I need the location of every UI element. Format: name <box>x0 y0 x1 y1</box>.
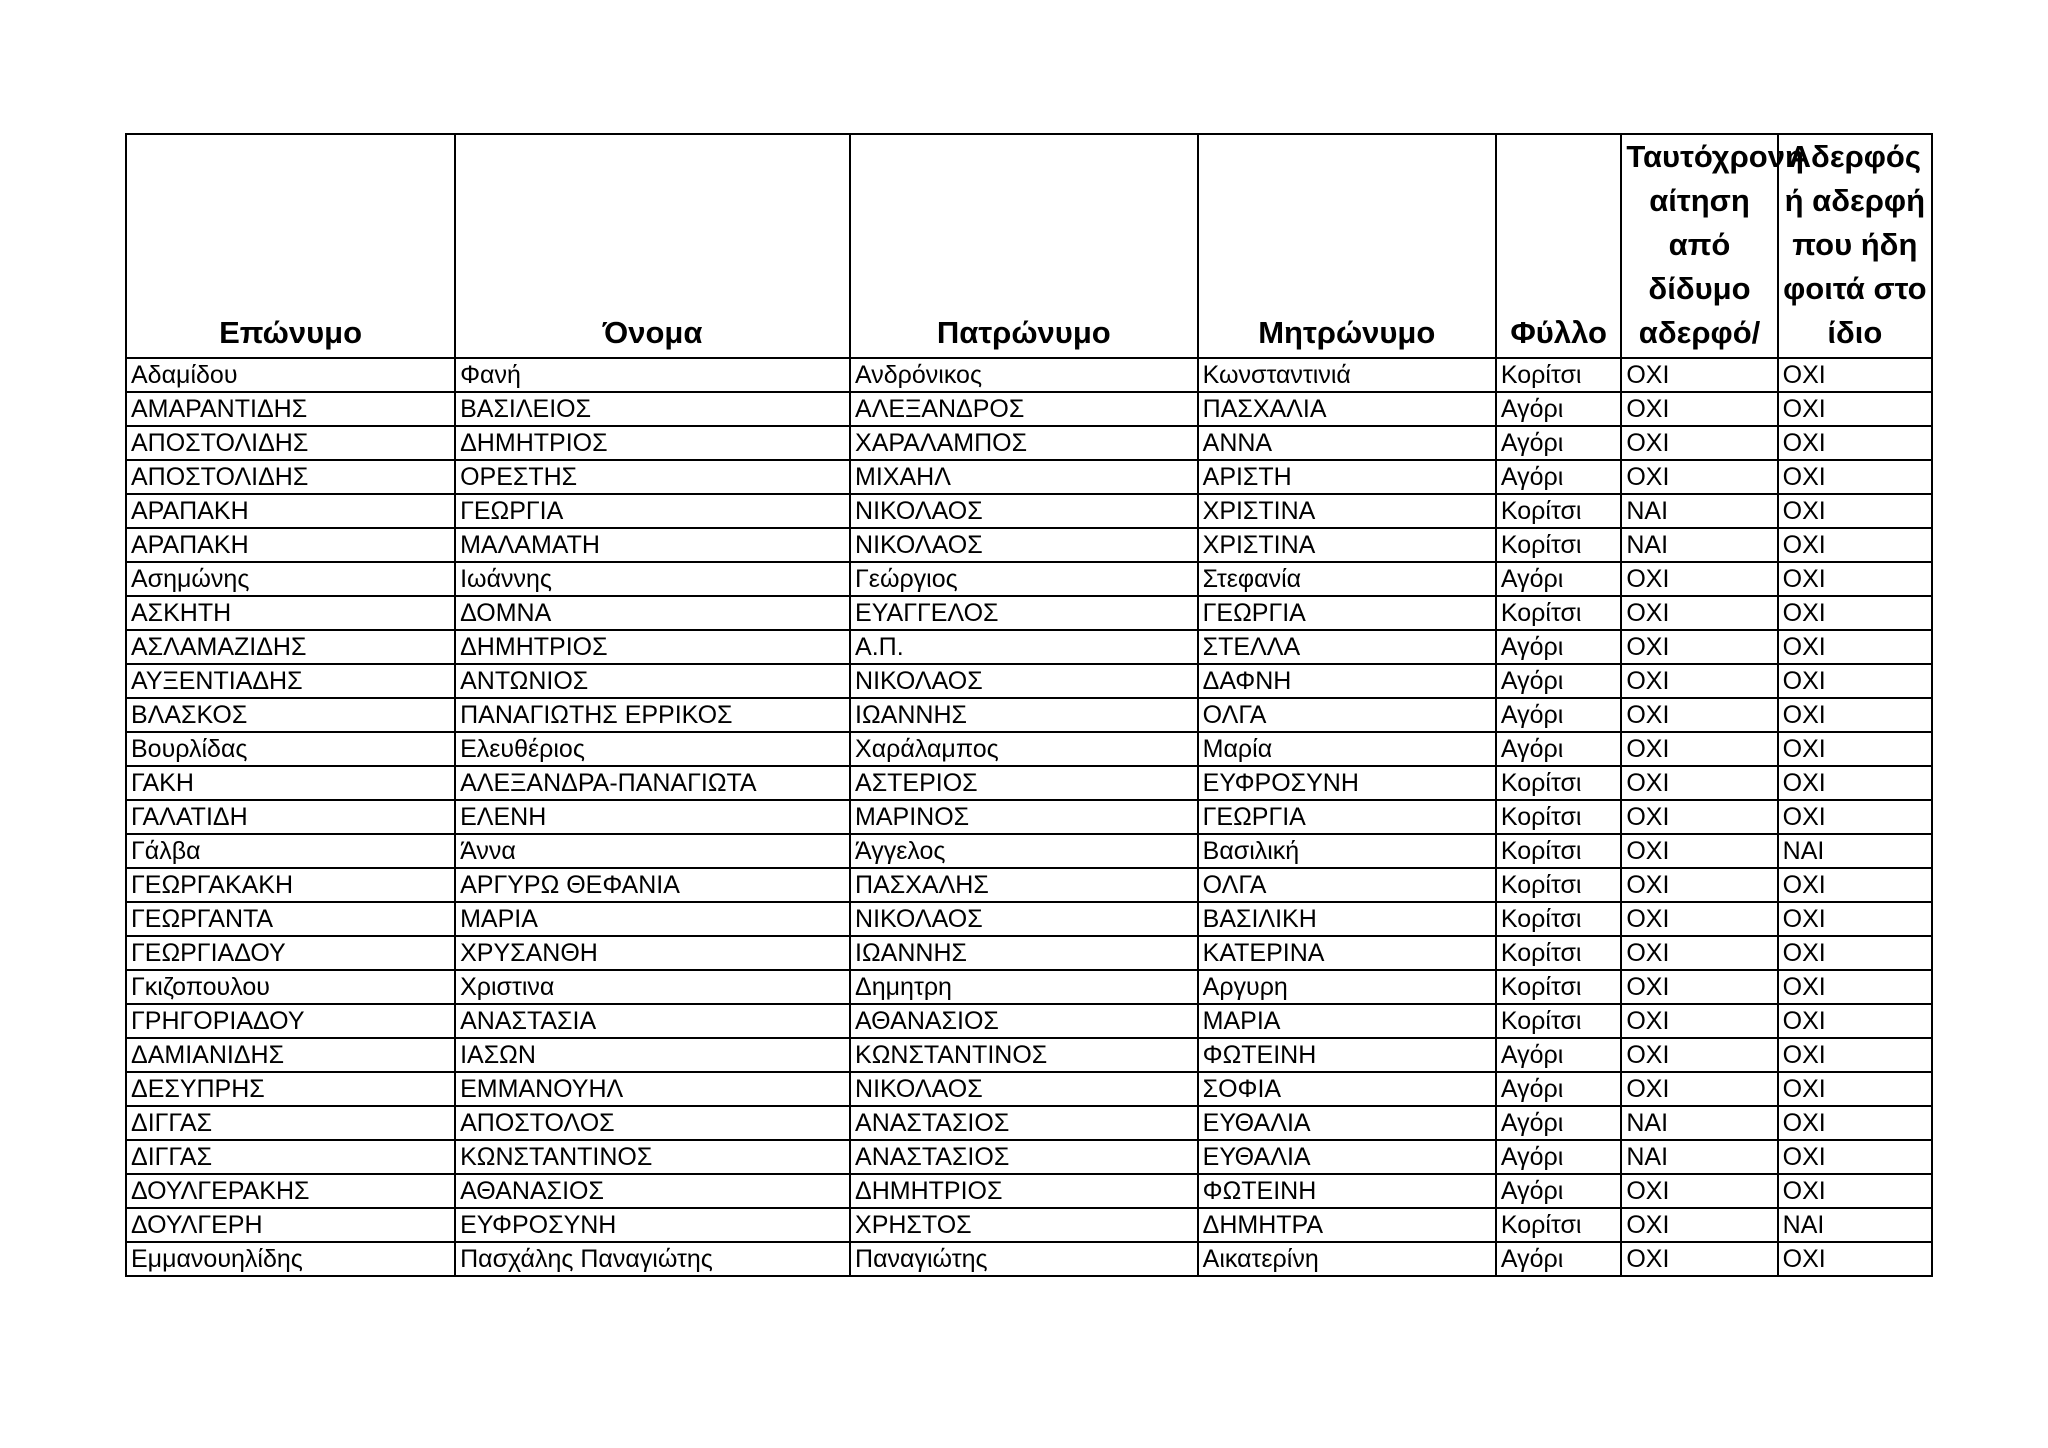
table-row <box>126 596 1932 630</box>
cell-gender: Κορίτσι <box>1496 936 1621 970</box>
cell-sibling-attending: ΟΧΙ <box>1778 936 1932 970</box>
table-row <box>126 358 1932 392</box>
table-row <box>126 1140 1932 1174</box>
table-row <box>126 392 1932 426</box>
cell-twin-application: ΟΧΙ <box>1621 970 1777 1004</box>
cell-father-name: ΜΑΡΙΝΟΣ <box>850 800 1198 834</box>
cell-twin-application: ΟΧΙ <box>1621 460 1777 494</box>
cell-sibling-attending: ΟΧΙ <box>1778 630 1932 664</box>
cell-gender: Αγόρι <box>1496 1242 1621 1276</box>
cell-mother-name: ΜΑΡΙΑ <box>1198 1004 1496 1038</box>
cell-gender: Αγόρι <box>1496 1174 1621 1208</box>
cell-father-name: ΕΥΑΓΓΕΛΟΣ <box>850 596 1198 630</box>
header-gender: Φύλλο <box>1496 134 1621 358</box>
cell-surname: ΓΕΩΡΓΑΚΑΚΗ <box>126 868 455 902</box>
cell-father-name: ΝΙΚΟΛΑΟΣ <box>850 1072 1198 1106</box>
cell-surname: ΔΑΜΙΑΝΙΔΗΣ <box>126 1038 455 1072</box>
cell-mother-name: ΟΛΓΑ <box>1198 868 1496 902</box>
cell-father-name: ΑΝΑΣΤΑΣΙΟΣ <box>850 1140 1198 1174</box>
cell-mother-name: Βασιλική <box>1198 834 1496 868</box>
cell-mother-name: Μαρία <box>1198 732 1496 766</box>
cell-mother-name: ΚΑΤΕΡΙΝΑ <box>1198 936 1496 970</box>
header-row <box>126 134 1932 358</box>
cell-sibling-attending: ΟΧΙ <box>1778 698 1932 732</box>
cell-surname: Αδαμίδου <box>126 358 455 392</box>
cell-mother-name: ΕΥΘΑΛΙΑ <box>1198 1140 1496 1174</box>
cell-mother-name: ΒΑΣΙΛΙΚΗ <box>1198 902 1496 936</box>
table-row <box>126 698 1932 732</box>
cell-father-name: ΔΗΜΗΤΡΙΟΣ <box>850 1174 1198 1208</box>
cell-mother-name: Κωνσταντινιά <box>1198 358 1496 392</box>
cell-mother-name: Αικατερίνη <box>1198 1242 1496 1276</box>
cell-gender: Κορίτσι <box>1496 902 1621 936</box>
table-body <box>126 358 1932 1276</box>
cell-gender: Αγόρι <box>1496 426 1621 460</box>
cell-surname: Γκιζοπουλου <box>126 970 455 1004</box>
cell-first-name: ΚΩΝΣΤΑΝΤΙΝΟΣ <box>455 1140 850 1174</box>
cell-twin-application: ΟΧΙ <box>1621 936 1777 970</box>
cell-sibling-attending: ΟΧΙ <box>1778 1072 1932 1106</box>
cell-first-name: ΑΡΓΥΡΩ ΘΕΦΑΝΙΑ <box>455 868 850 902</box>
cell-sibling-attending: ΟΧΙ <box>1778 800 1932 834</box>
cell-father-name: ΝΙΚΟΛΑΟΣ <box>850 494 1198 528</box>
header-twin-application: Ταυτόχρονη αίτηση από δίδυμο αδερφό/ <box>1621 134 1777 358</box>
cell-father-name: ΜΙΧΑΗΛ <box>850 460 1198 494</box>
cell-mother-name: ΑΝΝΑ <box>1198 426 1496 460</box>
cell-twin-application: ΟΧΙ <box>1621 834 1777 868</box>
cell-surname: ΓΕΩΡΓΑΝΤΑ <box>126 902 455 936</box>
cell-twin-application: ΟΧΙ <box>1621 358 1777 392</box>
cell-sibling-attending: ΟΧΙ <box>1778 1038 1932 1072</box>
cell-father-name: Παναγιώτης <box>850 1242 1198 1276</box>
cell-sibling-attending: ΟΧΙ <box>1778 902 1932 936</box>
cell-mother-name: ΠΑΣΧΑΛΙΑ <box>1198 392 1496 426</box>
cell-first-name: Πασχάλης Παναγιώτης <box>455 1242 850 1276</box>
cell-sibling-attending: ΟΧΙ <box>1778 970 1932 1004</box>
cell-surname: ΔΟΥΛΓΕΡΗ <box>126 1208 455 1242</box>
cell-gender: Αγόρι <box>1496 1140 1621 1174</box>
cell-surname: Βουρλίδας <box>126 732 455 766</box>
cell-gender: Αγόρι <box>1496 1106 1621 1140</box>
table-row <box>126 800 1932 834</box>
cell-surname: ΓΑΛΑΤΙΔΗ <box>126 800 455 834</box>
table-row <box>126 426 1932 460</box>
cell-mother-name: ΓΕΩΡΓΙΑ <box>1198 596 1496 630</box>
cell-twin-application: ΟΧΙ <box>1621 868 1777 902</box>
cell-sibling-attending: ΟΧΙ <box>1778 494 1932 528</box>
table-row <box>126 902 1932 936</box>
table-row <box>126 1072 1932 1106</box>
cell-gender: Κορίτσι <box>1496 596 1621 630</box>
cell-first-name: ΟΡΕΣΤΗΣ <box>455 460 850 494</box>
cell-twin-application: ΟΧΙ <box>1621 1208 1777 1242</box>
cell-father-name: ΑΣΤΕΡΙΟΣ <box>850 766 1198 800</box>
cell-gender: Αγόρι <box>1496 630 1621 664</box>
table-row <box>126 970 1932 1004</box>
cell-gender: Κορίτσι <box>1496 358 1621 392</box>
cell-sibling-attending: ΟΧΙ <box>1778 562 1932 596</box>
cell-first-name: ΧΡΥΣΑΝΘΗ <box>455 936 850 970</box>
cell-sibling-attending: ΟΧΙ <box>1778 868 1932 902</box>
cell-sibling-attending: ΟΧΙ <box>1778 460 1932 494</box>
cell-twin-application: ΟΧΙ <box>1621 1072 1777 1106</box>
cell-gender: Κορίτσι <box>1496 528 1621 562</box>
cell-gender: Αγόρι <box>1496 1072 1621 1106</box>
cell-first-name: ΒΑΣΙΛΕΙΟΣ <box>455 392 850 426</box>
cell-mother-name: ΔΑΦΝΗ <box>1198 664 1496 698</box>
cell-gender: Κορίτσι <box>1496 494 1621 528</box>
cell-twin-application: ΟΧΙ <box>1621 902 1777 936</box>
table-row <box>126 630 1932 664</box>
cell-sibling-attending: ΟΧΙ <box>1778 528 1932 562</box>
table-row <box>126 834 1932 868</box>
cell-surname: ΑΠΟΣΤΟΛΙΔΗΣ <box>126 426 455 460</box>
cell-mother-name: ΑΡΙΣΤΗ <box>1198 460 1496 494</box>
cell-father-name: ΑΛΕΞΑΝΔΡΟΣ <box>850 392 1198 426</box>
cell-surname: ΑΥΞΕΝΤΙΑΔΗΣ <box>126 664 455 698</box>
cell-father-name: ΑΘΑΝΑΣΙΟΣ <box>850 1004 1198 1038</box>
cell-first-name: ΔΗΜΗΤΡΙΟΣ <box>455 426 850 460</box>
cell-sibling-attending: ΟΧΙ <box>1778 766 1932 800</box>
table-row <box>126 1106 1932 1140</box>
cell-sibling-attending: ΝΑΙ <box>1778 1208 1932 1242</box>
header-surname: Επώνυμο <box>126 134 455 358</box>
cell-sibling-attending: ΟΧΙ <box>1778 392 1932 426</box>
cell-sibling-attending: ΟΧΙ <box>1778 1004 1932 1038</box>
cell-gender: Κορίτσι <box>1496 970 1621 1004</box>
cell-surname: ΔΙΓΓΑΣ <box>126 1140 455 1174</box>
cell-father-name: ΠΑΣΧΑΛΗΣ <box>850 868 1198 902</box>
cell-mother-name: ΣΤΕΛΛΑ <box>1198 630 1496 664</box>
table-row <box>126 528 1932 562</box>
cell-mother-name: Αργυρη <box>1198 970 1496 1004</box>
cell-surname: ΒΛΑΣΚΟΣ <box>126 698 455 732</box>
table-row <box>126 1174 1932 1208</box>
cell-gender: Αγόρι <box>1496 664 1621 698</box>
cell-surname: Ασημώνης <box>126 562 455 596</box>
table-row <box>126 1208 1932 1242</box>
cell-surname: Εμμανουηλίδης <box>126 1242 455 1276</box>
cell-father-name: ΝΙΚΟΛΑΟΣ <box>850 664 1198 698</box>
cell-twin-application: ΟΧΙ <box>1621 392 1777 426</box>
cell-first-name: ΔΗΜΗΤΡΙΟΣ <box>455 630 850 664</box>
cell-mother-name: ΟΛΓΑ <box>1198 698 1496 732</box>
table-row <box>126 1242 1932 1276</box>
table-row <box>126 732 1932 766</box>
cell-first-name: ΜΑΡΙΑ <box>455 902 850 936</box>
cell-first-name: ΠΑΝΑΓΙΩΤΗΣ ΕΡΡΙΚΟΣ <box>455 698 850 732</box>
cell-sibling-attending: ΟΧΙ <box>1778 732 1932 766</box>
cell-first-name: Άννα <box>455 834 850 868</box>
cell-mother-name: ΣΟΦΙΑ <box>1198 1072 1496 1106</box>
cell-gender: Αγόρι <box>1496 392 1621 426</box>
table-row <box>126 460 1932 494</box>
cell-first-name: ΑΝΑΣΤΑΣΙΑ <box>455 1004 850 1038</box>
cell-father-name: ΙΩΑΝΝΗΣ <box>850 698 1198 732</box>
cell-twin-application: ΟΧΙ <box>1621 732 1777 766</box>
cell-father-name: ΝΙΚΟΛΑΟΣ <box>850 528 1198 562</box>
cell-mother-name: ΦΩΤΕΙΝΗ <box>1198 1038 1496 1072</box>
cell-sibling-attending: ΟΧΙ <box>1778 1140 1932 1174</box>
cell-first-name: ΓΕΩΡΓΙΑ <box>455 494 850 528</box>
cell-gender: Κορίτσι <box>1496 834 1621 868</box>
table-row <box>126 766 1932 800</box>
cell-surname: ΑΣΚΗΤΗ <box>126 596 455 630</box>
table-row <box>126 664 1932 698</box>
cell-first-name: ΑΛΕΞΑΝΔΡΑ-ΠΑΝΑΓΙΩΤΑ <box>455 766 850 800</box>
table-row <box>126 562 1932 596</box>
cell-first-name: ΑΝΤΩΝΙΟΣ <box>455 664 850 698</box>
cell-surname: ΔΕΣΥΠΡΗΣ <box>126 1072 455 1106</box>
cell-gender: Αγόρι <box>1496 562 1621 596</box>
cell-twin-application: ΟΧΙ <box>1621 1242 1777 1276</box>
cell-mother-name: ΕΥΘΑΛΙΑ <box>1198 1106 1496 1140</box>
table-row <box>126 868 1932 902</box>
cell-first-name: ΑΠΟΣΤΟΛΟΣ <box>455 1106 850 1140</box>
cell-gender: Κορίτσι <box>1496 800 1621 834</box>
cell-surname: ΑΡΑΠΑΚΗ <box>126 494 455 528</box>
table-row <box>126 936 1932 970</box>
cell-mother-name: Στεφανία <box>1198 562 1496 596</box>
cell-gender: Αγόρι <box>1496 1038 1621 1072</box>
cell-surname: ΔΙΓΓΑΣ <box>126 1106 455 1140</box>
header-father-name: Πατρώνυμο <box>850 134 1198 358</box>
cell-twin-application: ΟΧΙ <box>1621 664 1777 698</box>
cell-father-name: ΙΩΑΝΝΗΣ <box>850 936 1198 970</box>
cell-surname: ΓΡΗΓΟΡΙΑΔΟΥ <box>126 1004 455 1038</box>
cell-mother-name: ΧΡΙΣΤΙΝΑ <box>1198 494 1496 528</box>
cell-first-name: Φανή <box>455 358 850 392</box>
cell-sibling-attending: ΟΧΙ <box>1778 1174 1932 1208</box>
cell-first-name: ΕΥΦΡΟΣΥΝΗ <box>455 1208 850 1242</box>
cell-twin-application: ΝΑΙ <box>1621 528 1777 562</box>
cell-gender: Αγόρι <box>1496 460 1621 494</box>
cell-first-name: ΕΛΕΝΗ <box>455 800 850 834</box>
cell-father-name: ΑΝΑΣΤΑΣΙΟΣ <box>850 1106 1198 1140</box>
cell-father-name: ΧΡΗΣΤΟΣ <box>850 1208 1198 1242</box>
cell-surname: ΑΣΛΑΜΑΖΙΔΗΣ <box>126 630 455 664</box>
cell-first-name: ΙΑΣΩΝ <box>455 1038 850 1072</box>
cell-gender: Αγόρι <box>1496 732 1621 766</box>
cell-twin-application: ΟΧΙ <box>1621 596 1777 630</box>
cell-surname: ΓΑΚΗ <box>126 766 455 800</box>
cell-first-name: ΔΟΜΝΑ <box>455 596 850 630</box>
student-table <box>125 133 1933 1277</box>
cell-surname: ΑΜΑΡΑΝΤΙΔΗΣ <box>126 392 455 426</box>
cell-father-name: Ανδρόνικος <box>850 358 1198 392</box>
table-row <box>126 1004 1932 1038</box>
cell-twin-application: ΟΧΙ <box>1621 800 1777 834</box>
header-sibling-attending: Αδερφός ή αδερφή που ήδη φοιτά στο ίδιο <box>1778 134 1932 358</box>
cell-father-name: Α.Π. <box>850 630 1198 664</box>
cell-first-name: ΑΘΑΝΑΣΙΟΣ <box>455 1174 850 1208</box>
cell-gender: Αγόρι <box>1496 698 1621 732</box>
cell-surname: ΑΠΟΣΤΟΛΙΔΗΣ <box>126 460 455 494</box>
cell-father-name: Γεώργιος <box>850 562 1198 596</box>
cell-surname: ΑΡΑΠΑΚΗ <box>126 528 455 562</box>
cell-first-name: Ιωάννης <box>455 562 850 596</box>
cell-first-name: ΕΜΜΑΝΟΥΗΛ <box>455 1072 850 1106</box>
cell-father-name: ΚΩΝΣΤΑΝΤΙΝΟΣ <box>850 1038 1198 1072</box>
table-row <box>126 494 1932 528</box>
cell-twin-application: ΝΑΙ <box>1621 494 1777 528</box>
cell-twin-application: ΝΑΙ <box>1621 1106 1777 1140</box>
cell-first-name: ΜΑΛΑΜΑΤΗ <box>455 528 850 562</box>
cell-gender: Κορίτσι <box>1496 766 1621 800</box>
cell-sibling-attending: ΟΧΙ <box>1778 358 1932 392</box>
cell-twin-application: ΟΧΙ <box>1621 1038 1777 1072</box>
cell-twin-application: ΟΧΙ <box>1621 562 1777 596</box>
cell-sibling-attending: ΟΧΙ <box>1778 426 1932 460</box>
cell-mother-name: ΦΩΤΕΙΝΗ <box>1198 1174 1496 1208</box>
header-mother-name: Μητρώνυμο <box>1198 134 1496 358</box>
cell-mother-name: ΓΕΩΡΓΙΑ <box>1198 800 1496 834</box>
cell-father-name: Χαράλαμπος <box>850 732 1198 766</box>
cell-sibling-attending: ΟΧΙ <box>1778 1242 1932 1276</box>
cell-twin-application: ΝΑΙ <box>1621 1140 1777 1174</box>
cell-twin-application: ΟΧΙ <box>1621 426 1777 460</box>
cell-surname: ΔΟΥΛΓΕΡΑΚΗΣ <box>126 1174 455 1208</box>
cell-father-name: ΧΑΡΑΛΑΜΠΟΣ <box>850 426 1198 460</box>
cell-mother-name: ΕΥΦΡΟΣΥΝΗ <box>1198 766 1496 800</box>
cell-gender: Κορίτσι <box>1496 868 1621 902</box>
cell-gender: Κορίτσι <box>1496 1004 1621 1038</box>
cell-gender: Κορίτσι <box>1496 1208 1621 1242</box>
cell-mother-name: ΔΗΜΗΤΡΑ <box>1198 1208 1496 1242</box>
cell-sibling-attending: ΝΑΙ <box>1778 834 1932 868</box>
cell-sibling-attending: ΟΧΙ <box>1778 596 1932 630</box>
cell-twin-application: ΟΧΙ <box>1621 766 1777 800</box>
header-first-name: Όνομα <box>455 134 850 358</box>
cell-twin-application: ΟΧΙ <box>1621 698 1777 732</box>
cell-surname: ΓΕΩΡΓΙΑΔΟΥ <box>126 936 455 970</box>
cell-twin-application: ΟΧΙ <box>1621 630 1777 664</box>
cell-sibling-attending: ΟΧΙ <box>1778 1106 1932 1140</box>
cell-first-name: Χριστινα <box>455 970 850 1004</box>
cell-twin-application: ΟΧΙ <box>1621 1004 1777 1038</box>
cell-surname: Γάλβα <box>126 834 455 868</box>
cell-father-name: Άγγελος <box>850 834 1198 868</box>
cell-mother-name: ΧΡΙΣΤΙΝΑ <box>1198 528 1496 562</box>
cell-sibling-attending: ΟΧΙ <box>1778 664 1932 698</box>
table-row <box>126 1038 1932 1072</box>
cell-father-name: Δημητρη <box>850 970 1198 1004</box>
cell-twin-application: ΟΧΙ <box>1621 1174 1777 1208</box>
cell-first-name: Ελευθέριος <box>455 732 850 766</box>
cell-father-name: ΝΙΚΟΛΑΟΣ <box>850 902 1198 936</box>
